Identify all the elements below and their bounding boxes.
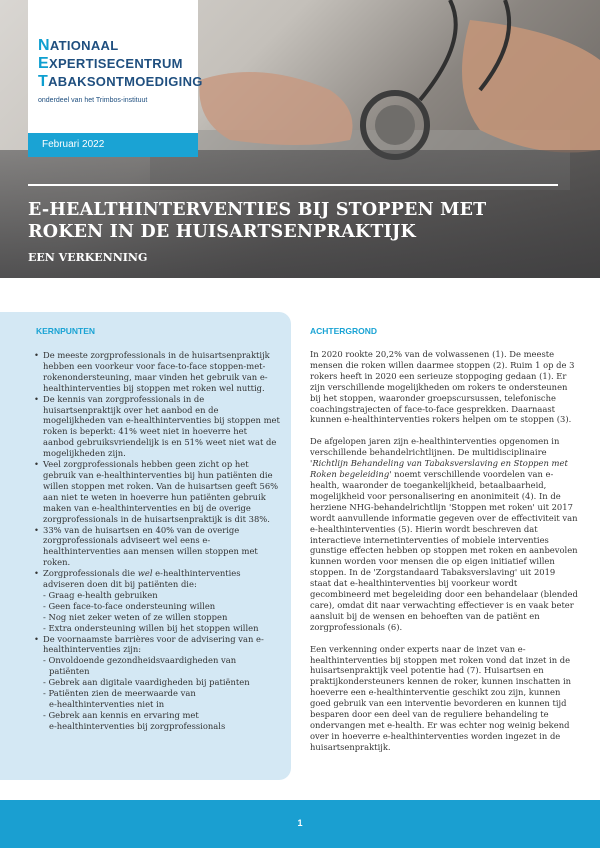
sub-item: - Gebrek aan kennis en ervaring met xyxy=(43,709,199,720)
list-item: • 33% van de huisartsen en 40% van de overige zorgprofessionals adviseert wel eens e-healthinterventies aan mensen willen stoppen met roken. xyxy=(34,525,280,569)
sub-item-cont: patiënten xyxy=(49,666,90,677)
logo xyxy=(28,0,203,133)
paragraph-2: De afgelopen jaren zijn e-healthinterventies opgenomen in verschillende behandelrichtlijnen. De multidisciplinaire 'Richtlijn Behandeling van Tabaksverslaving en Stoppen met Roken begeleiding' noemt verschillende voordelen van e-health, waaronder de toegankelijkheid, betaalbaarheid, mogelijkheid voor personalisering en anonimiteit (4). In de herziene NHG-behandelrichtlijn 'Stoppen met roken' uit 2017 wordt aanvullende informatie gegeven over de effectiviteit van e-healthinterventies (5). Hierin wordt beschreven dat interactieve internetinterventies of mobiele interventies gunstige effecten hebben op stoppen met roken en aanbevolen kunnen worden voor mensen die op eigen initiatief willen stoppen. In de 'Zorgstandaard Tabaksverslaving' uit 2019 staat dat e-healthinterventies bij voorkeur wordt gecombineerd met begeleiding door een behandelaar (blended care), omdat dit naar verwachting effectiever is en vaak beter aansluit bij de wensen en behoeften van de patiënt en zorgprofessionals (6). xyxy=(310,436,578,632)
page-subtitle: EEN VERKENNING xyxy=(28,251,148,264)
sub-item: - Nog niet zeker weten of ze willen stoppen xyxy=(43,611,228,622)
sub-item: - Extra ondersteuning willen bij het stoppen willen xyxy=(43,622,259,633)
list-item: • De kennis van zorgprofessionals in de huisartsenpraktijk over het aanbod en de mogelijkheden van e-healthinterventies bij stoppen met roken is beperkt: 41% weet niet in hoeverre het aanbod gebruiksvriendelijk is en 51% weet niet wat de mogelijkheden zijn. xyxy=(34,394,280,459)
logo-line-3: TABAKSONTMOEDIGING xyxy=(38,73,203,90)
logo-subline: onderdeel van het Trimbos-instituut xyxy=(38,97,148,104)
achtergrond-section xyxy=(310,312,578,753)
kernpunten-list xyxy=(34,350,280,732)
kernpunten-heading: KERNPUNTEN xyxy=(36,326,96,336)
list-item: • Veel zorgprofessionals hebben geen zicht op het gebruik van e-healthinterventies bij hun patiënten die willen stoppen met roken. Van de huisartsen geeft 56% aan niet te weten in hoeverre hun patiënten gebruik maken van e-healthinterventies en bij de overige zorgprofessionals in de huisartsenpraktijk is dit 38%. xyxy=(34,459,280,524)
page-title: E-HEALTHINTERVENTIES BIJ STOPPEN MET ROKEN IN DE HUISARTSENPRAKTIJK xyxy=(28,200,487,242)
logo-line-2: EXPERTISECENTRUM xyxy=(38,55,183,72)
footer-bar xyxy=(0,800,600,848)
sub-item: - Geen face-to-face ondersteuning willen xyxy=(43,600,216,611)
achtergrond-heading: ACHTERGROND xyxy=(310,326,378,336)
logo-line-1: NATIONAAL xyxy=(38,37,119,54)
paragraph-1: In 2020 rookte 20,2% van de volwassenen (1). De meeste mensen die roken willen daarmee stoppen (2). Ruim 1 op de 3 rokers heeft in 2020 een serieuze stoppoging gedaan (1). Er zijn verschillende mogelijkheden om rokers te ondersteunen bij het stoppen, waaronder groepscursussen, telefonische coachingstrajecten of face-to-face gesprekken. Daarnaast kunnen e-healthinterventies rokers helpen om te stoppen (3). xyxy=(310,349,575,425)
paragraph-3: Een verkenning onder experts naar de inzet van e-healthinterventies bij stoppen met roken vond dat inzet in de huisartsenpraktijk veel potentie had (7). Huisartsen en praktijkondersteuners kennen de roker, kunnen inschatten in hoeverre een e-healthinterventie geschikt zou zijn, kunnen goed gebruik van een interventie bevorderen en kunnen tijd besparen door een deel van de reguliere behandeling te ondervangen met e-health. Er was echter nog weinig bekend over in hoeverre e-healthinterventies worden ingezet in de huisartsenpraktijk. xyxy=(310,643,572,752)
list-item: • De voornaamste barrières voor de advisering van e-healthinterventies zijn: - Onvoldoende gezondheidsvaardigheden van patiënten - Gebrek aan digitale vaardigheden bij patiënten - Patiënten zien de meerwaarde van e-healthinterventies niet in - Gebrek aan kennis en ervaring met e-healthinterventies bij zorgprofessionals xyxy=(34,634,280,732)
list-item: • De meeste zorgprofessionals in de huisartsenpraktijk hebben een voorkeur voor face-to-face stoppen-met-rokenondersteuning, maar vinden het gebruik van e-healthinterventies bij stoppen met roken wel nuttig. xyxy=(34,350,280,394)
publication-date: Februari 2022 xyxy=(28,133,198,157)
page-number: 1 xyxy=(297,818,303,828)
list-item: • Zorgprofessionals die wel e-healthinterventies adviseren doen dit bij patiënten die: - Graag e-health gebruiken - Geen face-to-face ondersteuning willen - Nog niet zeker weten of ze willen stoppen - Extra ondersteuning willen bij het stoppen willen xyxy=(34,568,280,633)
sub-item: - Graag e-health gebruiken xyxy=(43,589,158,600)
sub-item: - Patiënten zien de meerwaarde van xyxy=(43,688,196,699)
sub-item-cont: e-healthinterventies niet in xyxy=(49,699,165,709)
sub-item-cont: e-healthinterventies bij zorgprofessionals xyxy=(49,720,226,731)
sub-item: - Gebrek aan digitale vaardigheden bij patiënten xyxy=(43,677,250,688)
sub-item: - Onvoldoende gezondheidsvaardigheden van xyxy=(43,655,237,666)
kernpunten-panel xyxy=(0,312,291,780)
title-divider xyxy=(28,184,558,186)
